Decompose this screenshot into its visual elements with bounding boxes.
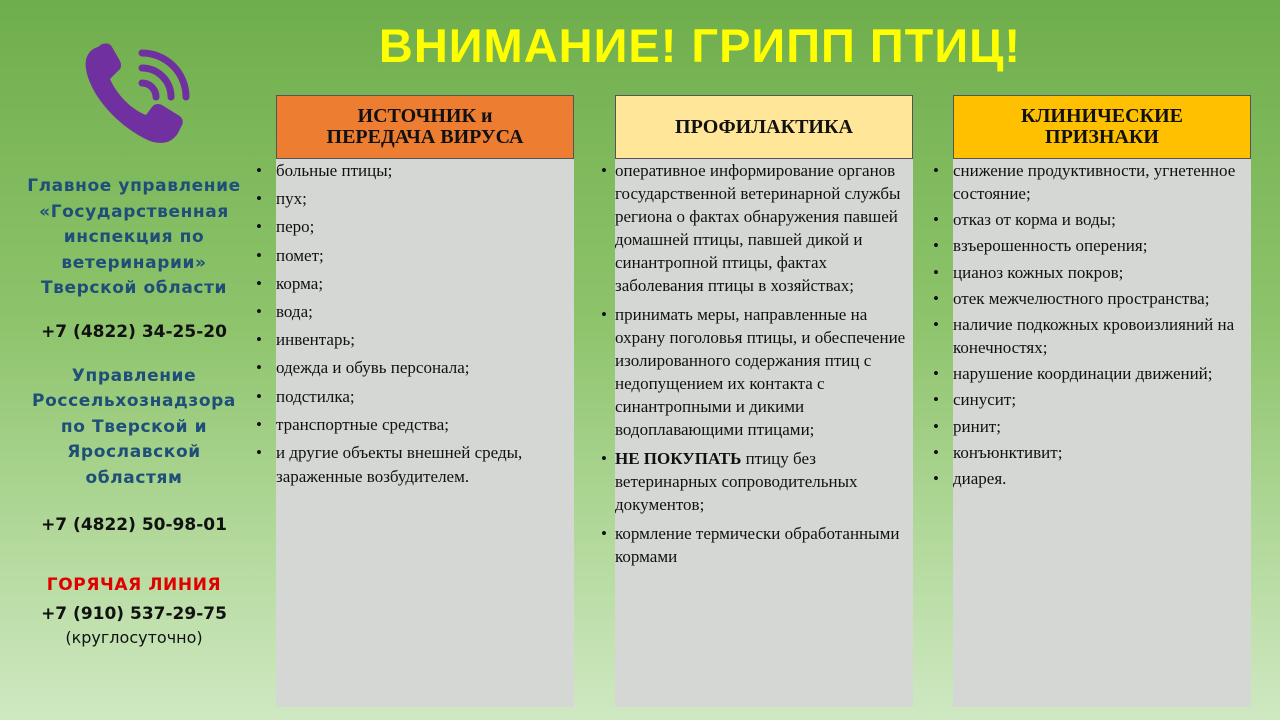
- phone-icon: [80, 35, 200, 155]
- hotline-note: (круглосуточно): [65, 628, 203, 647]
- page-title: ВНИМАНИЕ! ГРИПП ПТИЦ!: [378, 19, 1022, 72]
- org-name-rosselkhoznadzor: Управление Россельхознадзора по Тверской и Ярославской областям: [32, 365, 236, 488]
- source-list: [276, 159, 574, 489]
- list-item: • диарея.: [953, 467, 1251, 490]
- column-source-transmission: [276, 95, 574, 707]
- list-item: • оперативное информирование органов государственной ветеринарной службы региона о фактах обнаружения павшей домашней птицы, павшей дикой и синантропной птицы, фактах заболевания птицы в хозяйствах;: [615, 159, 913, 297]
- list-item: • кормление термически обработанными кормами: [615, 522, 913, 568]
- list-item: • конъюнктивит;: [953, 441, 1251, 464]
- list-item: • подстилка;: [276, 385, 574, 409]
- column-clinical-signs: [953, 95, 1251, 707]
- list-item: • отек межчелюстного пространства;: [953, 287, 1251, 310]
- column-prevention: [615, 95, 913, 707]
- list-item: • пух;: [276, 187, 574, 211]
- hotline-phone: +7 (910) 537-29-75: [41, 604, 227, 624]
- list-item: • отказ от корма и воды;: [953, 208, 1251, 231]
- list-item: • инвентарь;: [276, 328, 574, 352]
- list-item: • корма;: [276, 272, 574, 296]
- list-item: • взъерошенность оперения;: [953, 234, 1251, 257]
- prevention-list: [615, 159, 913, 568]
- list-item: • цианоз кожных покров;: [953, 261, 1251, 284]
- list-item: • транспортные средства;: [276, 413, 574, 437]
- column-header-source: ИСТОЧНИК и ПЕРЕДАЧА ВИРУСА: [276, 95, 574, 159]
- phone-number-1: +7 (4822) 34-25-20: [41, 321, 227, 342]
- list-item: • и другие объекты внешней среды, зараженные возбудителем.: [276, 441, 574, 489]
- list-item: • больные птицы;: [276, 159, 574, 183]
- hotline-label: ГОРЯЧАЯ ЛИНИЯ: [46, 575, 222, 595]
- column-header-clinical: КЛИНИЧЕСКИЕ ПРИЗНАКИ: [953, 95, 1251, 159]
- list-item: • снижение продуктивности, угнетенное состояние;: [953, 159, 1251, 205]
- list-item: • наличие подкожных кровоизлияний на конечностях;: [953, 313, 1251, 359]
- list-item: • вода;: [276, 300, 574, 324]
- list-item-no-buy: • НЕ ПОКУПАТЬ птицу без ветеринарных сопроводительных документов;: [615, 447, 913, 516]
- list-item: • перо;: [276, 215, 574, 239]
- contacts-panel: [8, 174, 260, 650]
- column-header-prevention: ПРОФИЛАКТИКА: [615, 95, 913, 159]
- org-name-vet-inspection: Главное управление «Государственная инспекция по ветеринарии» Тверской области: [27, 176, 241, 298]
- list-item: • ринит;: [953, 415, 1251, 438]
- list-item: • нарушение координации движений;: [953, 362, 1251, 385]
- clinical-list: [953, 159, 1251, 490]
- phone-number-2: +7 (4822) 50-98-01: [41, 515, 227, 535]
- list-item: • принимать меры, направленные на охрану поголовья птицы, и обеспечение изолированного содержания птиц с недопущением их контакта с синантропными и дикими водоплавающими птицами;: [615, 303, 913, 441]
- list-item: • одежда и обувь персонала;: [276, 356, 574, 380]
- list-item: • помет;: [276, 244, 574, 268]
- list-item: • синусит;: [953, 388, 1251, 411]
